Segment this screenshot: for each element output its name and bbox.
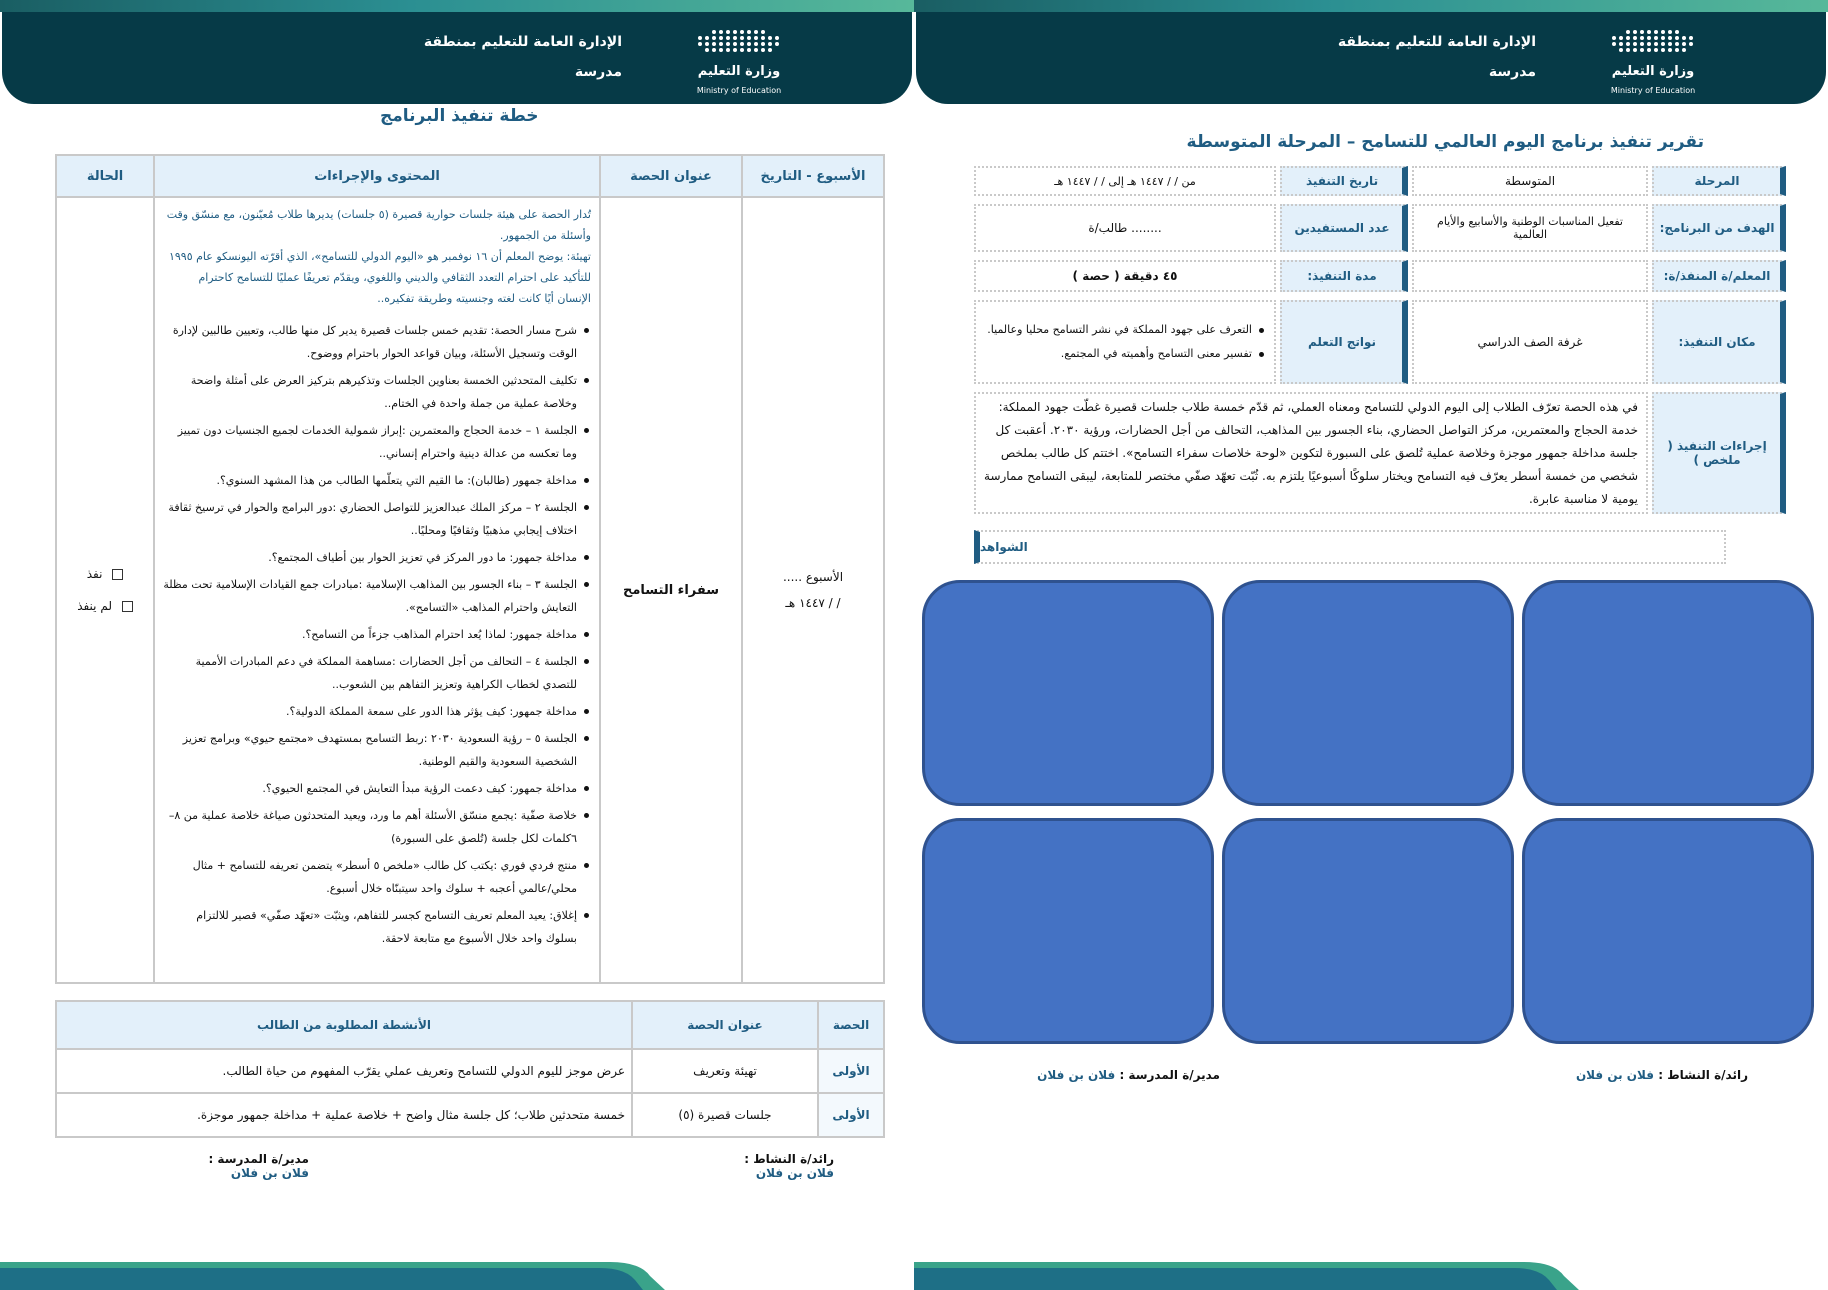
table-row bbox=[56, 1049, 884, 1093]
evidence-label-text: الشواهد bbox=[980, 540, 1028, 554]
content-cell bbox=[154, 197, 600, 983]
date-value: من / / ١٤٤٧ هـ إلى / / ١٤٤٧ هـ bbox=[974, 166, 1276, 196]
logo-dot bbox=[1668, 36, 1672, 40]
plan-title: خطة تنفيذ البرنامج bbox=[380, 106, 539, 126]
logo-dot bbox=[1675, 42, 1679, 46]
outcomes-label: نواتج التعلم bbox=[1280, 300, 1408, 384]
logo-dot bbox=[698, 36, 702, 40]
table-row bbox=[56, 1093, 884, 1137]
footer-wave bbox=[914, 1240, 1828, 1290]
list-item: الجلسة ٣ – بناء الجسور بين المذاهب الإسلامية :مبادرات جمع القيادات الإسلامية تحت مظلة التعايش واحترام المذاهب «التسامح». bbox=[163, 573, 591, 619]
list-item: الجلسة ٢ – مركز الملك عبدالعزيز للتواصل الحضاري :دور البرامج والحوار في ترسيخ ثقافة اختلاف إيجابي مذهبيًا وثقافيًا ومحليًا.. bbox=[163, 496, 591, 542]
signature-label: مدير/ة المدرسة : bbox=[208, 1152, 309, 1166]
logo-dot bbox=[761, 36, 765, 40]
ministry-name-en: Ministry of Education bbox=[1610, 86, 1696, 95]
procedures-summary: في هذه الحصة تعرّف الطلاب إلى اليوم الدولي للتسامح ومعناه العملي، ثم قدّم خمسة طلاب جلسات قصيرة غطّت جهود المملكة: خدمة الحجاج والمعتمرين، مركز التواصل الحضاري، بناء الجسور بين المذاهب، التحالف من أجل الحضارات، ورؤية ٢٠٣٠. أعقبت كل جلسة مداخلة جمهور موجزة وخلاصة عملية تُلصق على السبورة لتكوين «لوحة خلاصات سفراء التسامح». اختتم كل طالب بملخص شخصي من خمسة أسطر يعرّف فيه التسامح ويختار سلوكًا أسبوعيًا يلتزم به. ثُبّت تعهّد صفّي مختصر للمتابعة، ليبقى التسامح ممارسة يومية لا مناسبة عابرة. bbox=[974, 392, 1648, 514]
logo-dot bbox=[733, 48, 737, 52]
directorate-line: الإدارة العامة للتعليم بمنطقة bbox=[1337, 34, 1536, 50]
logo-dot bbox=[1668, 48, 1672, 52]
done-label: نفذ bbox=[86, 567, 103, 581]
signature-name: فلان بن فلان bbox=[230, 1166, 309, 1180]
logo-dot bbox=[705, 42, 709, 46]
logo-dot bbox=[719, 36, 723, 40]
logo-dot bbox=[1675, 30, 1679, 34]
place-value: غرفة الصف الدراسي bbox=[1412, 300, 1648, 384]
logo-dot bbox=[1689, 36, 1693, 40]
logo-dot bbox=[1626, 36, 1630, 40]
procedures-list bbox=[163, 319, 591, 950]
ministry-name-ar: وزارة التعليم bbox=[697, 64, 781, 79]
principal-signature bbox=[1037, 1068, 1220, 1082]
beneficiaries-value: ........ طالب/ة bbox=[974, 204, 1276, 252]
teacher-value[interactable] bbox=[1412, 260, 1648, 292]
logo-dot bbox=[740, 36, 744, 40]
logo-dot bbox=[747, 48, 751, 52]
not-done-label: لم ينفذ bbox=[77, 599, 112, 613]
evidence-label bbox=[974, 530, 1726, 564]
duration-value: ٤٥ دقيقة ( حصة ) bbox=[974, 260, 1276, 292]
logo-dot bbox=[768, 48, 772, 52]
school-line: مدرسة bbox=[574, 64, 622, 80]
logo-dot bbox=[719, 48, 723, 52]
school-line: مدرسة bbox=[1488, 64, 1536, 80]
logo-dot bbox=[1619, 36, 1623, 40]
ministry-name-en: Ministry of Education bbox=[696, 86, 782, 95]
list-item: الجلسة ١ – خدمة الحجاج والمعتمرين :إبراز شمولية الخدمات لجميع الجنسيات دون تمييز وما تعكسه من عدالة دينية واحترام إنساني.. bbox=[163, 419, 591, 465]
logo-dot bbox=[1619, 48, 1623, 52]
status-done bbox=[57, 558, 153, 590]
logo-dot bbox=[1640, 48, 1644, 52]
logo-dot bbox=[754, 36, 758, 40]
outcomes-value bbox=[974, 300, 1276, 384]
status-cell bbox=[56, 197, 154, 983]
logo-dot bbox=[1682, 36, 1686, 40]
logo-dot bbox=[733, 30, 737, 34]
activities-table bbox=[55, 1000, 885, 1138]
date-label: تاريخ التنفيذ bbox=[1280, 166, 1408, 196]
logo-dot bbox=[1647, 30, 1651, 34]
intro-text bbox=[163, 204, 591, 309]
logo-dot bbox=[712, 42, 716, 46]
logo-dots-icon bbox=[1612, 30, 1694, 54]
logo-dot bbox=[726, 48, 730, 52]
logo-dot bbox=[1626, 30, 1630, 34]
status-not-done bbox=[57, 590, 153, 622]
logo-dot bbox=[747, 30, 751, 34]
logo-dot bbox=[1661, 48, 1665, 52]
logo-dot bbox=[754, 48, 758, 52]
logo-dot bbox=[1654, 42, 1658, 46]
signature-name: فلان بن فلان bbox=[1037, 1068, 1116, 1082]
task-cell: عرض موجز لليوم الدولي للتسامح وتعريف عملي يقرّب المفهوم من حياة الطالب. bbox=[56, 1049, 632, 1093]
goal-value: تفعيل المناسبات الوطنية والأسابيع والأيام العالمية bbox=[1412, 204, 1648, 252]
logo-dot bbox=[1689, 42, 1693, 46]
logo-dot bbox=[733, 42, 737, 46]
intro-paragraph: تهيئة: يوضح المعلم أن ١٦ نوفمبر هو «اليوم الدولي للتسامح»، الذي أقرّته اليونسكو عام ١٩٩٥ للتأكيد على احترام التعدد الثقافي والديني واللغوي، ويقدّم تعريفًا عمليًا للتسامح كاحترام الإنسان أيًا كانت لغته وجنسيته وطريقة تفكيره.. bbox=[168, 250, 591, 305]
col-week-date: الأسبوع - التاريخ bbox=[742, 155, 884, 197]
logo-dot bbox=[712, 30, 716, 34]
week-date-cell bbox=[742, 197, 884, 983]
week-label: الأسبوع ..... bbox=[782, 570, 844, 584]
goal-label: الهدف من البرنامج: bbox=[1652, 204, 1786, 252]
logo-dot bbox=[1654, 48, 1658, 52]
report-page bbox=[914, 0, 1828, 1290]
place-label: مكان التنفيذ: bbox=[1652, 300, 1786, 384]
logo-dot bbox=[1654, 36, 1658, 40]
logo-dot bbox=[754, 42, 758, 46]
photo-placeholder[interactable] bbox=[1222, 818, 1514, 1044]
logo-dot bbox=[1633, 48, 1637, 52]
logo-dot bbox=[1612, 36, 1616, 40]
ministry-logo bbox=[1596, 22, 1706, 98]
logo-dot bbox=[1633, 30, 1637, 34]
stage-value: المتوسطة bbox=[1412, 166, 1648, 196]
logo-dot bbox=[1661, 30, 1665, 34]
duration-label: مدة التنفيذ: bbox=[1280, 260, 1408, 292]
logo-dot bbox=[705, 36, 709, 40]
logo-dot bbox=[747, 36, 751, 40]
outcomes-list bbox=[987, 319, 1266, 365]
signature-label: رائد/ة النشاط : bbox=[744, 1152, 834, 1166]
logo-dot bbox=[1626, 48, 1630, 52]
list-item: التعرف على جهود المملكة في نشر التسامح محليا وعالميا. bbox=[987, 319, 1266, 341]
list-item: مداخلة جمهور: كيف يؤثر هذا الدور على سمعة المملكة الدولية؟. bbox=[163, 700, 591, 723]
logo-dot bbox=[775, 36, 779, 40]
lesson-cell: الأولى bbox=[818, 1093, 884, 1137]
stage-label: المرحلة bbox=[1652, 166, 1786, 196]
logo-dot bbox=[1626, 42, 1630, 46]
list-item: إغلاق: يعيد المعلم تعريف التسامح كجسر للتفاهم، ويثبّت «تعهّد صفّي» قصير للالتزام بسلوك واحد خلال الأسبوع مع متابعة لاحقة. bbox=[163, 904, 591, 950]
logo-dot bbox=[1654, 30, 1658, 34]
logo-dot bbox=[712, 48, 716, 52]
logo-dot bbox=[726, 42, 730, 46]
done-checkbox[interactable] bbox=[112, 569, 123, 580]
list-item: شرح مسار الحصة: تقديم خمس جلسات قصيرة يدير كل منها طالب، وتعيين طالبين لإدارة الوقت وتسجيل الأسئلة، وبيان قواعد الحوار باحترام ووضوح. bbox=[163, 319, 591, 365]
logo-dot bbox=[712, 36, 716, 40]
logo-dot bbox=[733, 36, 737, 40]
logo-dot bbox=[1647, 42, 1651, 46]
col-content: المحتوى والإجراءات bbox=[154, 155, 600, 197]
logo-dot bbox=[1661, 36, 1665, 40]
directorate-line: الإدارة العامة للتعليم بمنطقة bbox=[423, 34, 622, 50]
logo-dot bbox=[698, 42, 702, 46]
not-done-checkbox[interactable] bbox=[122, 601, 133, 612]
photo-placeholder[interactable] bbox=[1522, 818, 1814, 1044]
lesson-title-cell: سفراء التسامح bbox=[600, 197, 742, 983]
signature-label: مدير/ة المدرسة : bbox=[1119, 1068, 1220, 1082]
ministry-logo bbox=[682, 22, 792, 98]
photo-placeholder[interactable] bbox=[1222, 580, 1514, 806]
procedures-label: إجراءات التنفيذ ( ملخص ) bbox=[1652, 392, 1786, 514]
logo-dot bbox=[740, 42, 744, 46]
list-item: الجلسة ٤ – التحالف من أجل الحضارات :مساهمة المملكة في دعم المبادرات الأممية للتصدي لخطاب الكراهية وتعزيز التفاهم بين الشعوب.. bbox=[163, 650, 591, 696]
logo-dot bbox=[1668, 30, 1672, 34]
list-item: منتج فردي فوري :يكتب كل طالب «ملخص ٥ أسطر» يتضمن تعريفه للتسامح + مثال محلي/عالمي أعجبه + سلوك واحد سيتبنّاه خلال أسبوع. bbox=[163, 854, 591, 900]
logo-dot bbox=[768, 42, 772, 46]
logo-dot bbox=[719, 42, 723, 46]
list-item: تكليف المتحدثين الخمسة بعناوين الجلسات وتذكيرهم بتركيز العرض على أمثلة واضحة وخلاصة عملية من جملة واحدة في الختام.. bbox=[163, 369, 591, 415]
photo-placeholder[interactable] bbox=[922, 818, 1214, 1044]
logo-dot bbox=[761, 48, 765, 52]
logo-dot bbox=[1675, 48, 1679, 52]
logo-dot bbox=[775, 42, 779, 46]
teacher-label: المعلم/ة المنفذ/ة: bbox=[1652, 260, 1786, 292]
activity-leader-signature bbox=[744, 1152, 834, 1180]
logo-dot bbox=[1640, 30, 1644, 34]
logo-dot bbox=[705, 48, 709, 52]
signature-name: فلان بن فلان bbox=[755, 1166, 834, 1180]
logo-dot bbox=[1647, 36, 1651, 40]
logo-dot bbox=[747, 42, 751, 46]
report-title: تقرير تنفيذ برنامج اليوم العالمي للتسامح – المرحلة المتوسطة bbox=[1186, 132, 1704, 152]
beneficiaries-label: عدد المستفيدين bbox=[1280, 204, 1408, 252]
intro-paragraph: تُدار الحصة على هيئة جلسات حوارية قصيرة (٥ جلسات) يديرها طلاب مُعيّنون، مع منسّق وقت وأسئلة من الجمهور. bbox=[166, 208, 591, 242]
title-cell: جلسات قصيرة (٥) bbox=[632, 1093, 818, 1137]
photo-placeholder[interactable] bbox=[922, 580, 1214, 806]
top-strip bbox=[0, 0, 914, 12]
logo-dot bbox=[726, 36, 730, 40]
lesson-cell: الأولى bbox=[818, 1049, 884, 1093]
photo-placeholder[interactable] bbox=[1522, 580, 1814, 806]
logo-dot bbox=[719, 30, 723, 34]
logo-dot bbox=[1612, 42, 1616, 46]
logo-dot bbox=[761, 30, 765, 34]
logo-dot bbox=[740, 30, 744, 34]
logo-dot bbox=[1647, 48, 1651, 52]
logo-dots-icon bbox=[698, 30, 780, 54]
logo-dot bbox=[1640, 42, 1644, 46]
list-item: خلاصة صفّية :يجمع منسّق الأسئلة أهم ما ورد، ويعيد المتحدثون صياغة خلاصة عملية من ٨–٦كلمات لكل جلسة (تُلصق على السبورة) bbox=[163, 804, 591, 850]
top-strip bbox=[914, 0, 1828, 12]
plan-table bbox=[55, 154, 885, 984]
page-header bbox=[916, 12, 1826, 104]
list-item: الجلسة ٥ – رؤية السعودية ٢٠٣٠ :ربط التسامح بمستهدف «مجتمع حيوي» وبرامج تعزيز الشخصية السعودية والقيم الوطنية. bbox=[163, 727, 591, 773]
logo-dot bbox=[1668, 42, 1672, 46]
logo-dot bbox=[1661, 42, 1665, 46]
logo-dot bbox=[761, 42, 765, 46]
date-label: / / ١٤٤٧ هـ bbox=[785, 596, 841, 610]
col-lesson: الحصة bbox=[818, 1001, 884, 1049]
signature-label: رائد/ة النشاط : bbox=[1658, 1068, 1748, 1082]
logo-dot bbox=[1633, 42, 1637, 46]
logo-dot bbox=[1682, 48, 1686, 52]
page-header bbox=[2, 12, 912, 104]
footer-wave bbox=[0, 1240, 914, 1290]
logo-dot bbox=[1640, 36, 1644, 40]
list-item: مداخلة جمهور: كيف دعمت الرؤية مبدأ التعايش في المجتمع الحيوي؟. bbox=[163, 777, 591, 800]
logo-dot bbox=[740, 48, 744, 52]
activity-leader-signature bbox=[1576, 1068, 1748, 1082]
logo-dot bbox=[768, 36, 772, 40]
logo-dot bbox=[1633, 36, 1637, 40]
list-item: مداخلة جمهور: لماذا يُعد احترام المذاهب جزءاً من التسامح؟. bbox=[163, 623, 591, 646]
col-tasks: الأنشطة المطلوبة من الطالب bbox=[56, 1001, 632, 1049]
logo-dot bbox=[1619, 42, 1623, 46]
logo-dot bbox=[726, 30, 730, 34]
signature-name: فلان بن فلان bbox=[1575, 1068, 1655, 1082]
ministry-name-ar: وزارة التعليم bbox=[1611, 64, 1695, 79]
logo-dot bbox=[1675, 36, 1679, 40]
col-lesson-title: عنوان الحصة bbox=[600, 155, 742, 197]
col-status: الحالة bbox=[56, 155, 154, 197]
title-cell: تهيئة وتعريف bbox=[632, 1049, 818, 1093]
list-item: مداخلة جمهور: ما دور المركز في تعزيز الحوار بين أطياف المجتمع؟. bbox=[163, 546, 591, 569]
principal-signature bbox=[208, 1152, 309, 1180]
list-item: مداخلة جمهور (طالبان): ما القيم التي يتعلّمها الطالب من هذا المشهد السنوي؟. bbox=[163, 469, 591, 492]
list-item: تفسير معنى التسامح وأهميته في المجتمع. bbox=[987, 343, 1266, 365]
logo-dot bbox=[754, 30, 758, 34]
logo-dot bbox=[1682, 42, 1686, 46]
col-lesson-title: عنوان الحصة bbox=[632, 1001, 818, 1049]
task-cell: خمسة متحدثين طلاب؛ كل جلسة مثال واضح + خلاصة عملية + مداخلة جمهور موجزة. bbox=[56, 1093, 632, 1137]
